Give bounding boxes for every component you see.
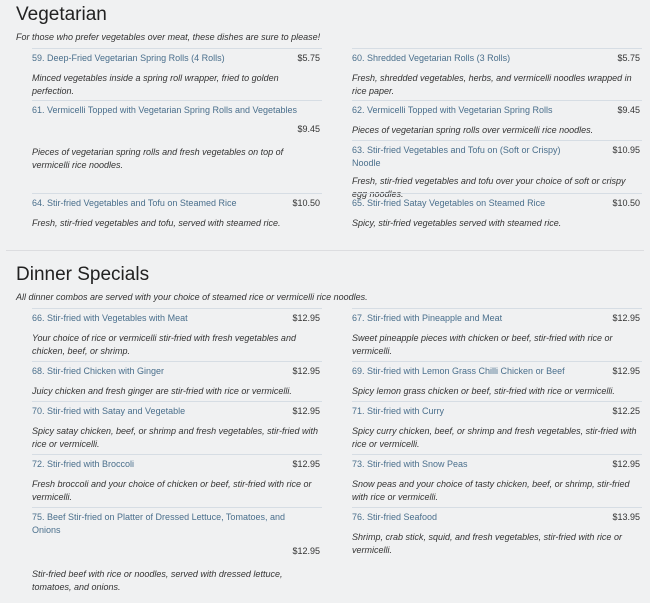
- menu-item: [32, 507, 322, 594]
- menu-item-name: 70. Stir-fried with Satay and Vegetable: [32, 406, 186, 416]
- menu-item-name: 73. Stir-fried with Snow Peas: [352, 459, 468, 469]
- menu-item-price: $5.75: [297, 53, 320, 63]
- menu-item-price: $12.95: [612, 459, 640, 469]
- menu-item: [352, 48, 642, 98]
- menu-item-name: 62. Vermicelli Topped with Vegetarian Spring Rolls: [352, 105, 553, 115]
- menu-item-name: 67. Stir-fried with Pineapple and Meat: [352, 313, 503, 323]
- menu-item-price: $12.95: [292, 366, 320, 376]
- menu-item-name: 76. Stir-fried Seafood: [352, 512, 438, 522]
- menu-item-name: 65. Stir-fried Satay Vegetables on Steamed Rice: [352, 198, 546, 208]
- menu-item: [352, 401, 642, 451]
- menu-item-price: $9.45: [617, 105, 640, 115]
- menu-item-description: Pieces of vegetarian spring rolls over vermicelli rice noodles.: [352, 125, 594, 135]
- menu-item-name: 72. Stir-fried with Broccoli: [32, 459, 135, 469]
- menu-item: [352, 507, 642, 557]
- menu-item-name: 66. Stir-fried with Vegetables with Meat: [32, 313, 188, 323]
- menu-item-description: Sweet pineapple pieces with chicken or beef, stir-fried with rice or vermicelli.: [352, 333, 613, 356]
- menu-item-description: Stir-fried beef with rice or noodles, served with dressed lettuce, tomatoes, and onions.: [32, 569, 283, 592]
- menu-item: [32, 48, 322, 98]
- menu-item-name: 64. Stir-fried Vegetables and Tofu on Steamed Rice: [32, 198, 237, 208]
- menu-item-price: $10.95: [612, 145, 640, 155]
- menu-item: [352, 140, 642, 201]
- menu-item-name: 68. Stir-fried Chicken with Ginger: [32, 366, 165, 376]
- menu-item-name: 61. Vermicelli Topped with Vegetarian Spring Rolls and Vegetables: [32, 105, 298, 115]
- menu-item-price: $12.95: [292, 546, 320, 556]
- menu-item-name: 60. Shredded Vegetarian Rolls (3 Rolls): [352, 53, 511, 63]
- menu-item-description: Spicy, stir-fried vegetables served with steamed rice.: [352, 218, 562, 228]
- menu-item-price: $13.95: [612, 512, 640, 522]
- menu-item-price: $12.25: [612, 406, 640, 416]
- menu-item: [352, 308, 642, 358]
- menu-item-description: Pieces of vegetarian spring rolls and fresh vegetables on top of vermicelli rice noodles.: [32, 147, 284, 170]
- menu-item-price: $10.50: [292, 198, 320, 208]
- menu-item-description: Your choice of rice or vermicelli stir-fried with fresh vegetables and chicken, beef, or shrimp.: [32, 333, 296, 356]
- menu-item: [32, 193, 322, 230]
- section-divider: [6, 250, 644, 251]
- menu-item-name: 63. Stir-fried Vegetables and Tofu on (Soft or Crispy) Noodle: [352, 145, 561, 168]
- menu-item-description: Fresh, stir-fried vegetables and tofu over your choice of soft or crispy egg noodles.: [352, 176, 626, 199]
- menu-item-price: $12.95: [292, 406, 320, 416]
- menu-item-price: $5.75: [617, 53, 640, 63]
- menu-item: [352, 361, 642, 398]
- menu-item-price: $10.50: [612, 198, 640, 208]
- section-title-dinner-specials: Dinner Specials: [16, 264, 150, 285]
- menu-item-description: Spicy lemon grass chicken or beef, stir-fried with rice or vermicelli.: [352, 386, 615, 396]
- menu-item: [352, 454, 642, 504]
- menu-item-price: $12.95: [292, 313, 320, 323]
- menu-item: [352, 100, 642, 137]
- menu-item: [32, 401, 322, 451]
- section-subtitle-vegetarian: For those who prefer vegetables over meat, these dishes are sure to please!: [16, 32, 321, 42]
- menu-item-price: $9.45: [297, 124, 320, 134]
- menu-item-description: Juicy chicken and fresh ginger are stir-fried with rice or vermicelli.: [32, 386, 292, 396]
- menu-item-description: Shrimp, crab stick, squid, and fresh vegetables, stir-fried with rice or vermicelli.: [352, 532, 622, 555]
- menu-item: [352, 193, 642, 230]
- menu-item: [32, 361, 322, 398]
- menu-item: [32, 454, 322, 504]
- menu-item-name: 69. Stir-fried with Lemon Grass Chilli Chicken or Beef: [352, 366, 565, 376]
- menu-item-description: Fresh broccoli and your choice of chicken or beef, stir-fried with rice or vermicelli.: [32, 479, 312, 502]
- section-title-vegetarian: Vegetarian: [16, 4, 107, 25]
- section-subtitle-dinner-specials: All dinner combos are served with your choice of steamed rice or vermicelli rice noodles.: [16, 292, 368, 302]
- menu-item-name: 59. Deep-Fried Vegetarian Spring Rolls (4 Rolls): [32, 53, 225, 63]
- menu-item-description: Fresh, shredded vegetables, herbs, and vermicelli noodles wrapped in rice paper.: [352, 73, 632, 96]
- menu-item-price: $12.95: [292, 459, 320, 469]
- menu-item-name: 71. Stir-fried with Curry: [352, 406, 445, 416]
- menu-item-description: Snow peas and your choice of tasty chicken, beef, or shrimp, stir-fried with rice or vermicelli.: [352, 479, 630, 502]
- menu-item-description: Spicy curry chicken, beef, or shrimp and fresh vegetables, stir-fried with rice or vermicelli.: [352, 426, 637, 449]
- menu-item-price: $12.95: [612, 313, 640, 323]
- menu-item: [32, 100, 322, 172]
- menu-item-description: Minced vegetables inside a spring roll wrapper, fried to golden perfection.: [32, 73, 279, 96]
- menu-item-price: $12.95: [612, 366, 640, 376]
- menu-item: [32, 308, 322, 358]
- menu-item-description: Fresh, stir-fried vegetables and tofu, served with steamed rice.: [32, 218, 281, 228]
- menu-item-description: Spicy satay chicken, beef, or shrimp and fresh vegetables, stir-fried with rice or vermicelli.: [32, 426, 318, 449]
- menu-item-name: 75. Beef Stir-fried on Platter of Dressed Lettuce, Tomatoes, and Onions: [32, 512, 285, 535]
